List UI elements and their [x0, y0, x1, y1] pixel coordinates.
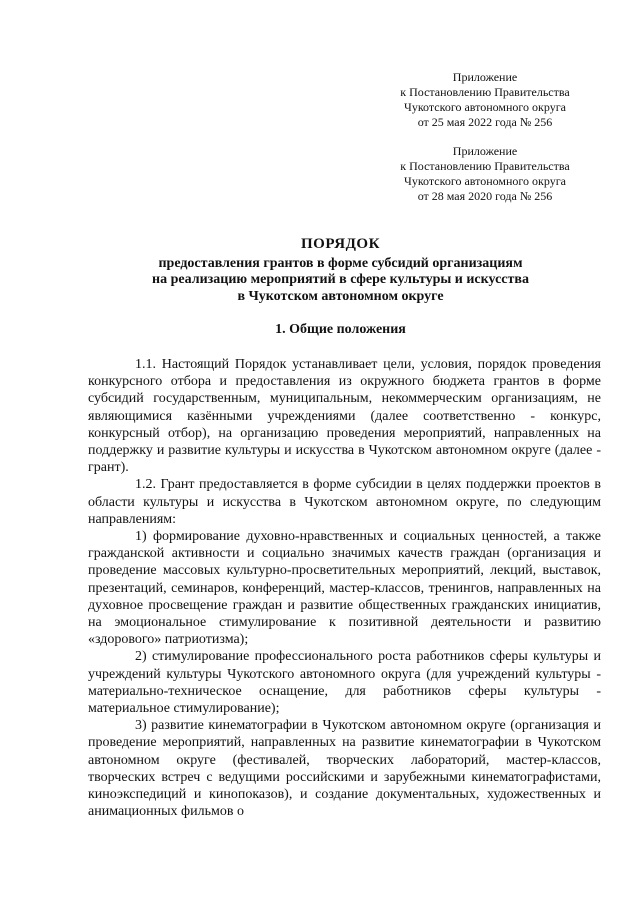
- annex-date-number: от 25 мая 2022 года № 256: [417, 115, 553, 129]
- document-body: [88, 356, 601, 905]
- paragraph-1-2: 1.2. Грант предоставляется в форме субсидии в целях поддержки проектов в области культуры и искусства в Чукотском автономном округе, по следующим направлениям:: [88, 477, 601, 527]
- annex-reference: к Постановлению Правительства: [400, 85, 570, 99]
- title-line: предоставления грантов в форме субсидий организациям: [158, 255, 523, 271]
- title-line: на реализацию мероприятий в сфере культуры и искусства: [152, 272, 529, 287]
- annex-label: Приложение: [452, 144, 518, 158]
- document-title: [88, 236, 593, 305]
- list-item-1: 1) формирование духовно-нравственных и социальных ценностей, а также гражданской активности и социально значимых качеств граждан (организация и проведение массовых культурно-просветительных мероприятий, лекций, выставок, презентаций, семинаров, конференций, мастер-классов, тренингов, направленных на духовное просвещение граждан и развитие общественных гражданских инициатив, на эмоциональное стимулирование к позитивной деятельности и развитию «здорового» патриотизма);: [88, 529, 601, 648]
- annex-header-original: [385, 144, 585, 204]
- paragraph-1-1: 1.1. Настоящий Порядок устанавливает цели, условия, порядок проведения конкурсного отбора и предоставления из окружного бюджета грантов в форме субсидий государственным, муниципальным, некоммерческим организациям, не являющимися казёнными учреждениями (далее соответственно - конкурс, конкурсный отбор), на организацию проведения мероприятий, направленных на поддержку и развитие культуры и искусства в Чукотском автономном округе (далее - грант).: [88, 357, 601, 476]
- list-item-2: 2) стимулирование профессионального роста работников сферы культуры и учреждений культуры Чукотского автономного округа (для учреждений культуры - материально-техническое оснащение, для работников сферы культуры - материальное стимулирование);: [88, 649, 601, 717]
- annex-reference: к Постановлению Правительства: [400, 159, 570, 173]
- list-item-3: 3) развитие кинематографии в Чукотском автономном округе (организация и проведение мероприятий, направленных на развитие кинематографии в Чукотском автономном округе (фестивалей, творческих лабораторий, мастер-классов, творческих встреч с ведущими российскими и зарубежными кинематографистами, киноэкспедиций и кинопоказов), и создание документальных, художественных и анимационных фильмов о: [88, 718, 601, 820]
- section-heading: 1. Общие положения: [275, 322, 406, 337]
- annex-label: Приложение: [452, 70, 518, 84]
- annex-header-current: [385, 70, 585, 130]
- annex-region: Чукотского автономного округа: [404, 174, 566, 188]
- annex-region: Чукотского автономного округа: [404, 100, 566, 114]
- annex-date-number: от 28 мая 2020 года № 256: [417, 189, 553, 203]
- title-main: ПОРЯДОК: [301, 236, 380, 252]
- title-line: в Чукотском автономном округе: [237, 288, 444, 304]
